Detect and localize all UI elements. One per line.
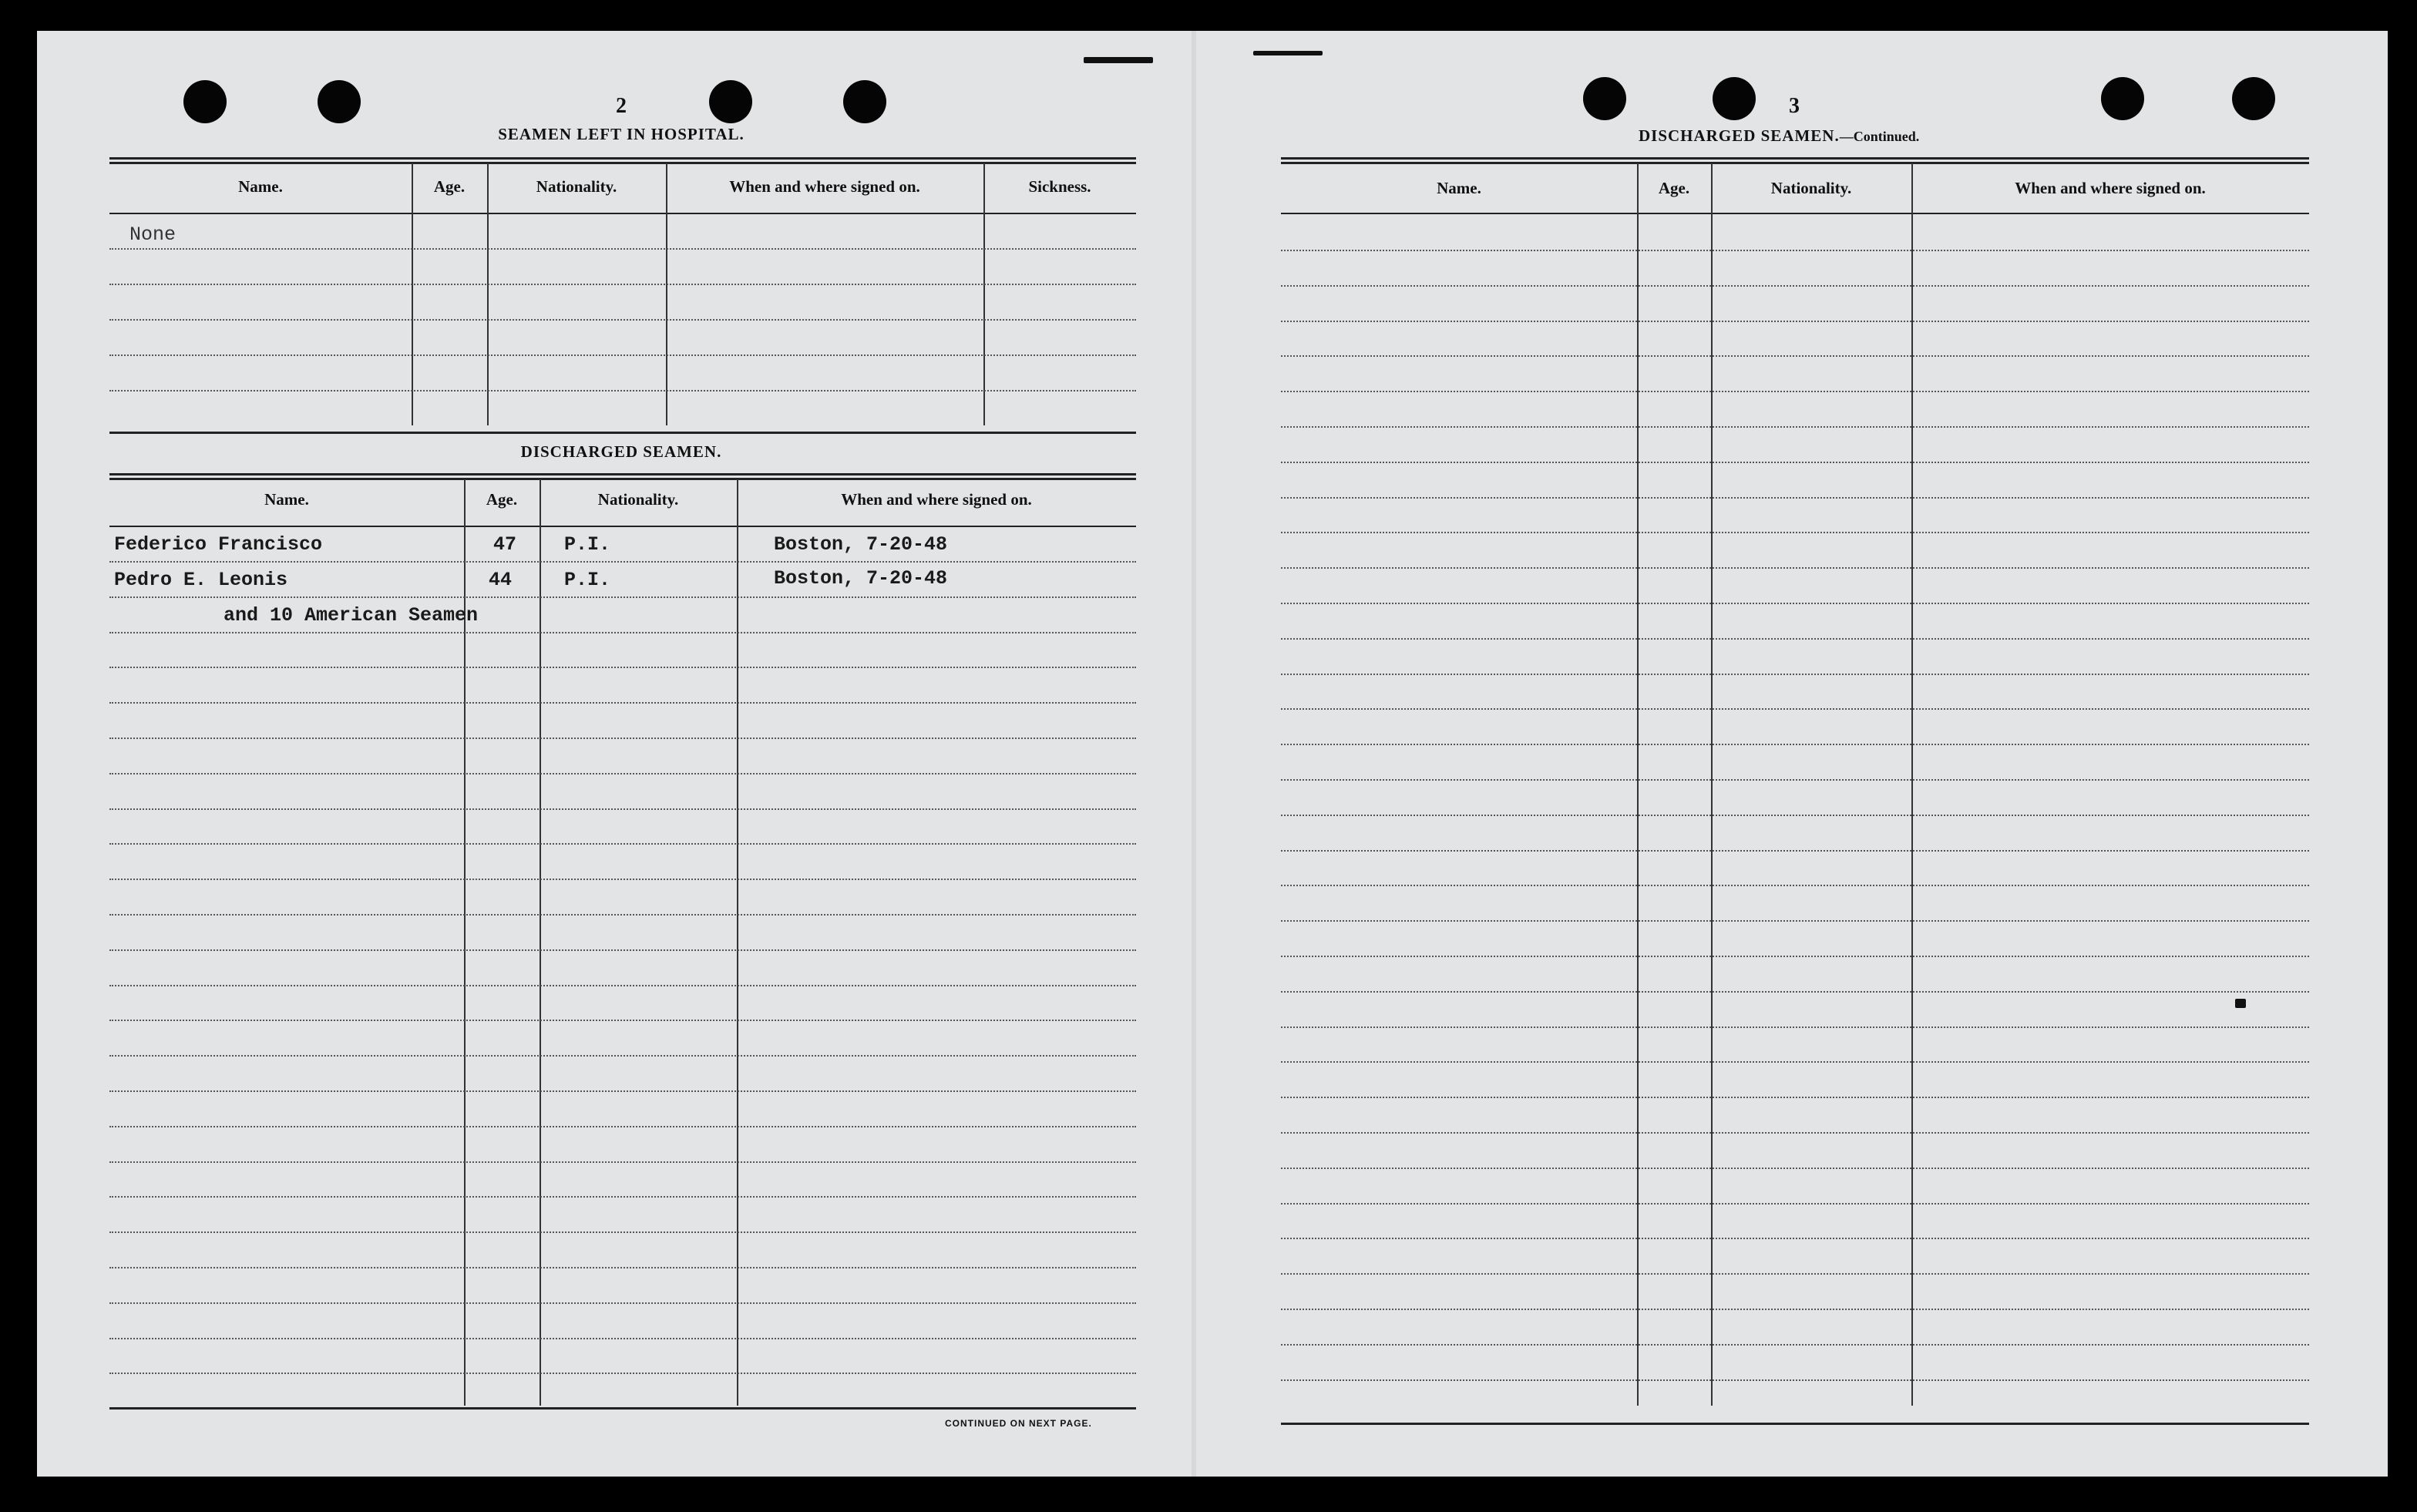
table-row-line	[1281, 1061, 2309, 1063]
table-row-line	[1281, 250, 2309, 251]
table-row-line	[109, 248, 1136, 250]
table-row-line	[1281, 638, 2309, 640]
table-row-line	[1281, 1344, 2309, 1346]
discharged-continued-table	[1281, 163, 2309, 1406]
title-suffix: —Continued.	[1839, 129, 1920, 144]
table-row-line	[109, 1161, 1136, 1163]
table-row-line	[1281, 603, 2309, 604]
table-row-line	[1281, 674, 2309, 675]
table-row-line	[1281, 885, 2309, 886]
seaman-age: 47	[493, 533, 517, 556]
punch-hole	[2101, 77, 2144, 120]
table-row-line	[109, 354, 1136, 356]
header-rule	[1281, 213, 2309, 214]
table-row-line	[109, 808, 1136, 810]
hospital-table	[109, 163, 1136, 425]
column-header-age: Age.	[433, 177, 466, 196]
seaman-nationality: P.I.	[564, 569, 611, 591]
table-row-line	[109, 1196, 1136, 1198]
header-rule	[109, 526, 1136, 527]
section-rule	[109, 432, 1136, 434]
table-row-line	[1281, 1273, 2309, 1275]
table-row-line	[109, 319, 1136, 321]
column-divider	[487, 163, 489, 425]
table-row-line	[1281, 532, 2309, 533]
table-row-line	[1281, 815, 2309, 816]
seaman-age: 44	[489, 569, 513, 591]
column-header-age: Age.	[1658, 179, 1690, 197]
table-row-line	[109, 1055, 1136, 1057]
table-row-line	[1281, 1309, 2309, 1310]
column-header-name: Name.	[238, 177, 283, 196]
punch-hole	[318, 80, 361, 123]
table-row-line	[109, 1090, 1136, 1092]
table-row-line	[1281, 956, 2309, 957]
table-row-line	[1281, 708, 2309, 710]
table-row-line	[1281, 426, 2309, 428]
table-row-line	[109, 1338, 1136, 1339]
table-row-line	[109, 985, 1136, 986]
table-row-line	[109, 843, 1136, 845]
seaman-name: Pedro E. Leonis	[114, 569, 288, 591]
column-header-name: Name.	[1437, 179, 1481, 197]
column-divider	[1637, 163, 1639, 1406]
seaman-nationality: P.I.	[564, 533, 611, 556]
discharged-note: and 10 American Seamen	[224, 604, 479, 627]
seaman-name: Federico Francisco	[114, 533, 323, 556]
table-row-line	[1281, 850, 2309, 852]
column-divider	[1911, 163, 1913, 1406]
seaman-signed-on: Boston, 7-20-48	[774, 533, 948, 556]
hospital-entry: None	[129, 223, 176, 246]
section-rule	[1281, 1423, 2309, 1425]
table-row-line	[1281, 1168, 2309, 1169]
column-header-signed-on: When and where signed on.	[2015, 179, 2206, 197]
hospital-section-title: SEAMEN LEFT IN HOSPITAL.	[498, 125, 745, 143]
punch-hole	[2232, 77, 2275, 120]
table-row-line	[109, 1126, 1136, 1127]
table-row-line	[1281, 1026, 2309, 1028]
page-number-right: 3	[1789, 94, 1800, 118]
table-row-line	[109, 1302, 1136, 1304]
column-header-nationality: Nationality.	[597, 490, 679, 509]
table-row-line	[1281, 744, 2309, 745]
column-divider	[983, 163, 985, 425]
table-row-line	[109, 949, 1136, 951]
table-row-line	[1281, 462, 2309, 463]
column-divider	[666, 163, 667, 425]
table-row-line	[1281, 567, 2309, 569]
punch-hole	[1583, 77, 1626, 120]
table-row-line	[109, 1373, 1136, 1374]
table-row-line	[1281, 991, 2309, 993]
table-row-line	[109, 284, 1136, 285]
table-row-line	[1281, 321, 2309, 322]
ink-mark	[1084, 57, 1153, 63]
table-row-line	[1281, 1379, 2309, 1381]
table-row-line	[1281, 355, 2309, 357]
table-row-line	[109, 390, 1136, 391]
punch-hole	[1713, 77, 1756, 120]
title-main: DISCHARGED SEAMEN.	[1639, 126, 1840, 145]
column-divider	[412, 163, 413, 425]
table-row-line	[109, 1020, 1136, 1021]
continued-footer: CONTINUED ON NEXT PAGE.	[945, 1418, 1092, 1429]
table-row-line	[1281, 1203, 2309, 1205]
table-row-line	[1281, 1238, 2309, 1239]
table-row-line	[109, 773, 1136, 774]
column-header-nationality: Nationality.	[536, 177, 617, 196]
section-rule	[109, 1407, 1136, 1410]
column-divider	[1711, 163, 1713, 1406]
table-row-line	[109, 596, 1136, 598]
page-number-left: 2	[616, 94, 627, 118]
table-row-line	[109, 632, 1136, 633]
table-row-line	[109, 1231, 1136, 1233]
punch-hole	[709, 80, 752, 123]
discharged-table	[109, 479, 1136, 1406]
table-row-line	[109, 561, 1136, 563]
page-fold	[1192, 31, 1196, 1477]
discharged-continued-title	[1639, 126, 1919, 146]
column-header-sickness: Sickness.	[1028, 177, 1091, 196]
punch-hole	[183, 80, 227, 123]
table-row-line	[109, 914, 1136, 916]
table-row-line	[1281, 391, 2309, 392]
column-header-name: Name.	[264, 490, 309, 509]
table-row-line	[109, 1267, 1136, 1268]
table-row-line	[1281, 920, 2309, 922]
column-header-nationality: Nationality.	[1770, 179, 1852, 197]
table-row-line	[109, 702, 1136, 704]
table-row-line	[109, 667, 1136, 668]
column-header-signed-on: When and where signed on.	[729, 177, 920, 196]
table-row-line	[1281, 779, 2309, 781]
table-row-line	[1281, 285, 2309, 287]
table-row-line	[1281, 1097, 2309, 1098]
table-row-line	[1281, 1132, 2309, 1134]
table-row-line	[109, 738, 1136, 739]
seaman-signed-on: Boston, 7-20-48	[774, 567, 948, 590]
column-header-age: Age.	[486, 490, 518, 509]
table-row-line	[1281, 497, 2309, 499]
header-rule	[109, 213, 1136, 214]
ink-mark	[1253, 51, 1323, 55]
column-header-signed-on: When and where signed on.	[841, 490, 1032, 509]
table-row-line	[109, 879, 1136, 880]
punch-hole	[843, 80, 886, 123]
discharged-section-title: DISCHARGED SEAMEN.	[520, 442, 722, 461]
